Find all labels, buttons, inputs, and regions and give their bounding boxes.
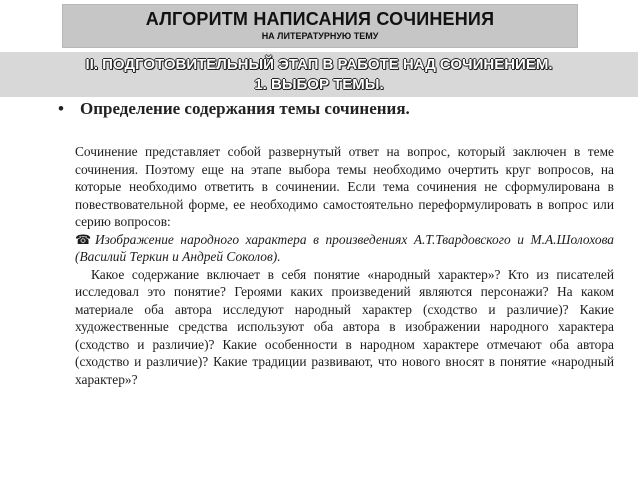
bullet-heading — [58, 98, 618, 120]
section-heading: II. ПОДГОТОВИТЕЛЬНЫЙ ЭТАП В РАБОТЕ НАД СОЧИНЕНИЕМ. — [85, 56, 553, 73]
intro-paragraph: Сочинение представляет собой развернутый ответ на вопрос, который заключен в теме сочинения. Поэтому еще на этапе выбора темы необходимо очертить круг вопросов, на которые необходимо ответить в сочинении. Если тема сочинения не сформулирована в повествовательной форме, ее необходимо самостоятельно переформулировать в вопрос или серию вопросов: — [75, 144, 614, 229]
title-banner — [62, 4, 578, 48]
slide-title: АЛГОРИТМ НАПИСАНИЯ СОЧИНЕНИЯ — [145, 9, 495, 29]
section-banner — [0, 52, 638, 97]
bullet-text: Определение содержания темы сочинения. — [80, 99, 410, 118]
body-text — [75, 143, 614, 388]
bullet-marker: • — [58, 99, 64, 118]
questions-paragraph: Какое содержание включает в себя понятие «народный характер»? Кто из писателей исследовал это понятие? Героями каких произведений являются персонажи? На каком материале оба автора исследуют народный характер (сходство и различие)? Какие художественные средства используют оба автора в изображении народного характера (сходство и различие)? Какие особенности в народном характере отмечают оба автора (сходство и различие)? Какие традиции развивают, что нового вносят в понятие «народный характер»? — [75, 266, 614, 387]
example-topic — [75, 231, 614, 266]
telephone-icon: ☎ — [75, 231, 92, 247]
section-subheading: 1. ВЫБОР ТЕМЫ. — [254, 76, 384, 93]
example-topic-text: Изображение народного характера в произведениях А.Т.Твардовского и М.А.Шолохова (Василий Теркин и Андрей Соколов). — [75, 231, 614, 264]
slide-subtitle: НА ЛИТЕРАТУРНУЮ ТЕМУ — [261, 31, 379, 41]
